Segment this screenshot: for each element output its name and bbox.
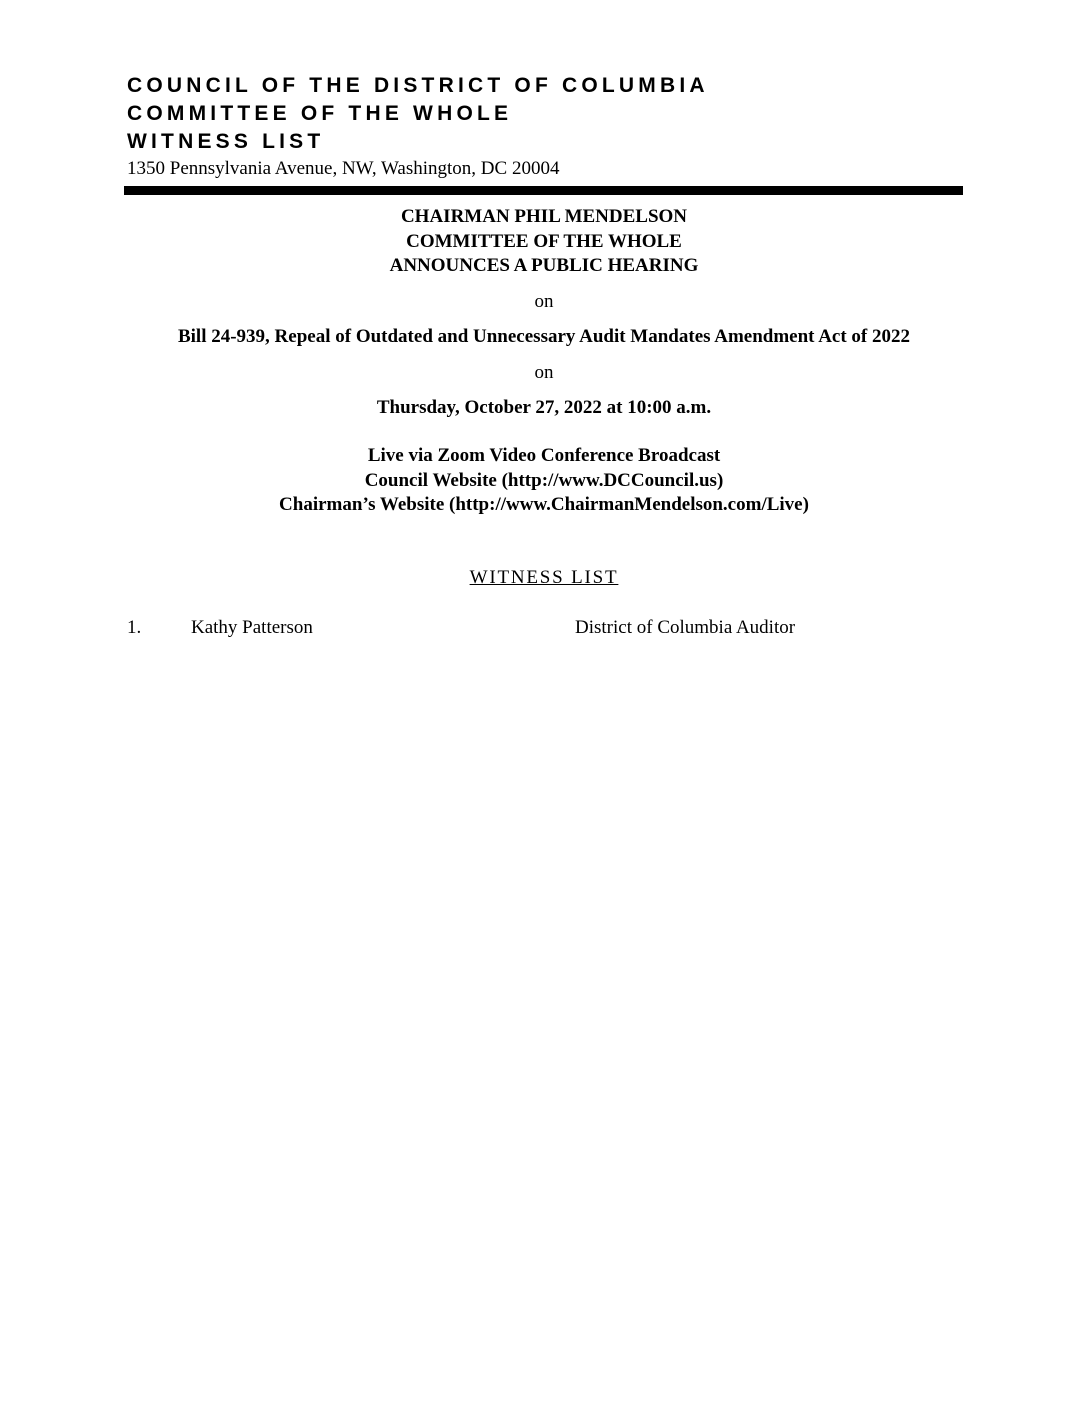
venue-council-website: Council Website (http://www.DCCouncil.us) [364, 469, 724, 491]
header-divider [124, 186, 963, 195]
announcement-header [0, 205, 1088, 279]
venue-chairman-website: Chairman’s Website (http://www.ChairmanMendelson.com/Live) [279, 494, 809, 515]
council-address: 1350 Pennsylvania Avenue, NW, Washington, DC 20004 [127, 158, 560, 179]
announces-line: ANNOUNCES A PUBLIC HEARING [389, 255, 699, 276]
venue-block [0, 444, 1088, 518]
hearing-date: Thursday, October 27, 2022 at 10:00 a.m. [376, 397, 712, 418]
letterhead [127, 72, 967, 181]
bill-title: Bill 24-939, Repeal of Outdated and Unnecessary Audit Mandates Amendment Act of 2022 [177, 326, 911, 347]
council-name: COUNCIL OF THE DISTRICT OF COLUMBIA [127, 74, 709, 97]
witness-list-heading [0, 566, 1088, 590]
witness-name: Kathy Patterson [191, 617, 313, 638]
on-connector-1: on [534, 291, 554, 312]
document-type: WITNESS LIST [127, 130, 325, 153]
chairman-line: CHAIRMAN PHIL MENDELSON [400, 206, 688, 227]
witness-list-heading-text: WITNESS LIST [469, 567, 619, 588]
committee-line: COMMITTEE OF THE WHOLE [406, 230, 682, 252]
witness-row [0, 616, 1088, 642]
on-connector-2: on [534, 362, 554, 383]
witness-organization: District of Columbia Auditor [575, 617, 796, 638]
committee-name: COMMITTEE OF THE WHOLE [127, 102, 513, 125]
witness-number: 1. [127, 617, 142, 638]
venue-zoom: Live via Zoom Video Conference Broadcast [367, 445, 721, 466]
